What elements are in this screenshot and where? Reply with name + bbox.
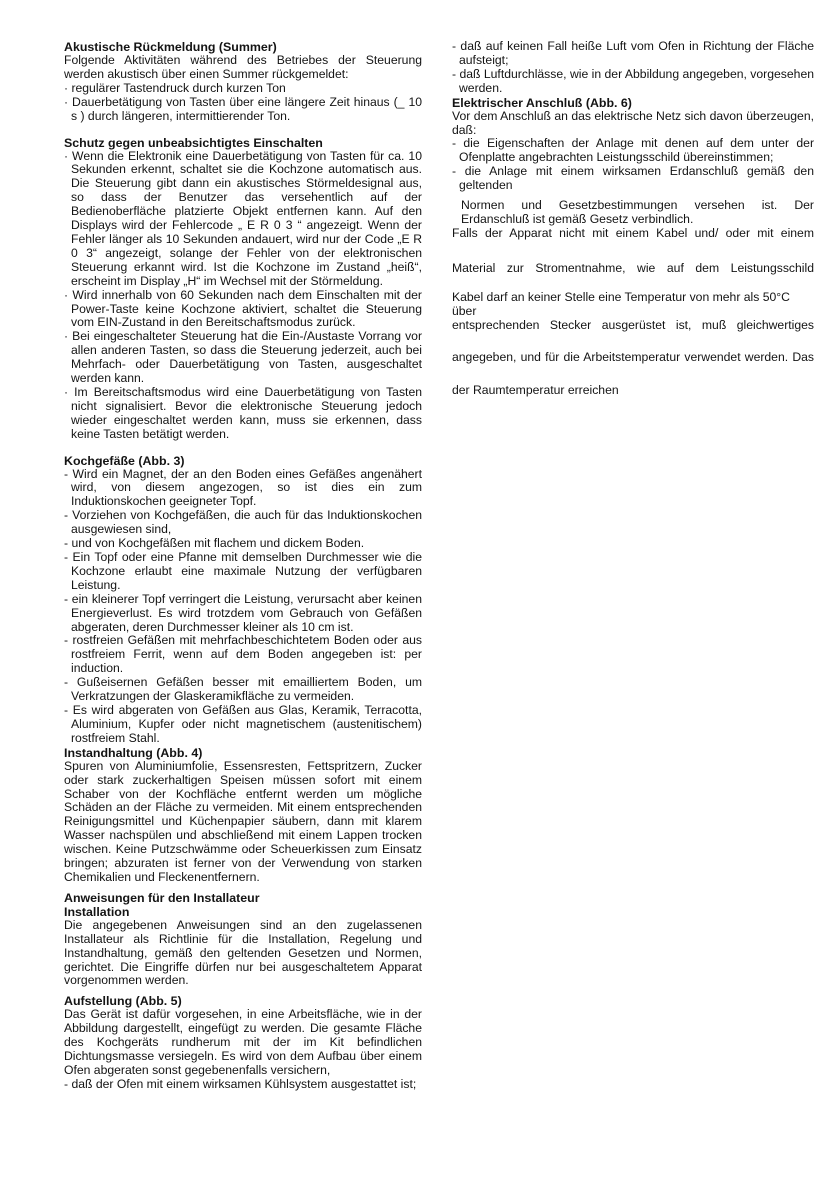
heading-installer-instructions: Anweisungen für den Installateur xyxy=(64,890,260,905)
list-item: - die Eigenschaften der Anlage mit denen auf dem unter der Ofenplatte angebrachten Leistungsschild übereinstimmen; xyxy=(452,136,814,165)
paragraph-electrical-intro: Vor dem Anschluß an das elektrische Netz sich davon überzeugen, daß: xyxy=(452,108,814,137)
list-item: - daß Luftdurchlässe, wie in der Abbildung angegeben, vorgesehen werden. xyxy=(452,66,814,95)
list-item: - Ein Topf oder eine Pfanne mit demselben Durchmesser wie die Kochzone erlaubt eine maximale Nutzung der verfügbaren Leistung. xyxy=(64,550,422,592)
list-item: · Dauerbetätigung von Tasten über eine längere Zeit hinaus (_ 10 s ) durch längeren, intermittierender Ton. xyxy=(64,94,422,123)
list-item: - Gußeisernen Gefäßen besser mit emailliertem Boden, um Verkratzungen der Glaskeramikfläche zu vermeiden. xyxy=(64,675,422,704)
list-item: - daß der Ofen mit einem wirksamen Kühlsystem ausgestattet ist; xyxy=(64,1076,417,1091)
heading-protection: Schutz gegen unbeabsichtigtes Einschalten xyxy=(64,135,323,150)
heading-maintenance: Instandhaltung (Abb. 4) xyxy=(64,745,203,760)
list-item: - daß auf keinen Fall heiße Luft vom Ofen in Richtung der Fläche aufsteigt; xyxy=(452,39,814,67)
paragraph-placement: Das Gerät ist dafür vorgesehen, in eine Arbeitsfläche, wie in der Abbildung dargestellt, eingefügt zu werden. Die gesamte Fläche des Kochgeräts rundherum mit der im Kit befindlichen Dichtungsmasse versiegeln. Es wird von dem Aufbau über einem Ofen abgeraten sonst gegebenenfalls versichern, xyxy=(64,1007,422,1077)
list-item: - rostfreien Gefäßen mit mehrfachbeschichtetem Boden oder aus rostfreiem Ferrit, wenn auf dem Boden angegeben ist: per induction. xyxy=(64,633,422,676)
loose-line: Falls der Apparat nicht mit einem Kabel und/ oder mit einem xyxy=(452,225,814,240)
heading-acoustic-feedback: Akustische Rückmeldung (Summer) xyxy=(64,40,277,54)
list-item: - die Anlage mit einem wirksamen Erdanschluß gemäß den geltenden xyxy=(452,164,814,193)
loose-line: Kabel darf an keiner Stelle eine Temperatur von mehr als 50°C über xyxy=(452,289,790,318)
list-item: - ein kleinerer Topf verringert die Leistung, verursacht aber keinen Energieverlust. Es wird trotzdem vom Gebrauch von Gefäßen abgeraten, deren Durchmesser kleiner als 10 cm ist. xyxy=(64,591,422,634)
left-column xyxy=(64,40,422,1092)
right-column xyxy=(452,40,814,398)
list-item: · Im Bereitschaftsmodus wird eine Dauerbetätigung von Tasten nicht signalisiert. Bevor die elektronische Steuerung jedoch wieder eingeschaltet werden kann, muss sie erkennen, dass keine Tasten betätigt werden. xyxy=(64,384,422,441)
loose-line: der Raumtemperatur erreichen xyxy=(452,383,619,398)
paragraph-electrical-continued: Normen und Gesetzbestimmungen versehen ist. Der Erdanschluß ist gemäß Gesetz verbindlich. xyxy=(461,198,814,226)
list-item: - Wird ein Magnet, der an den Boden eines Gefäßes angenähert wird, von diesem angezogen, so ist dies ein zum Induktionskochen geeigneter Topf. xyxy=(64,466,422,509)
list-item: - Es wird abgeraten von Gefäßen aus Glas, Keramik, Terracotta, Aluminium, Kupfer oder nicht magnetischem (austenitischem) rostfreiem Stahl. xyxy=(64,702,422,745)
heading-electrical-connection: Elektrischer Anschluß (Abb. 6) xyxy=(452,95,632,110)
list-item: · Wenn die Elektronik eine Dauerbetätigung von Tasten für ca. 10 Sekunden erkennt, schaltet sie die Kochzone automatisch aus. Die Steuerung gibt dann ein akustisches Störmeldesignal aus, so dass der Benutzer das versehentlich auf der Bedienoberfläche platzierte Objekt entfernen kann. Auf den Displays wird der Fehlercode „ E R 0 3 “ angezeigt. Wenn der Fehler länger als 10 Sekunden andauert, wird nur der Code „E R 0 3“ angezeigt, solange der Fehler von der elektronischen Steuerung erkannt wird. Ist die Kochzone im Zustand „heiß“, erscheint im Display „H“ im Wechsel mit der Störmeldung. xyxy=(64,148,422,288)
list-item: - Vorziehen von Kochgefäßen, die auch für das Induktionskochen ausgewiesen sind, xyxy=(64,508,422,537)
heading-placement: Aufstellung (Abb. 5) xyxy=(64,994,182,1009)
list-item: - und von Kochgefäßen mit flachem und dickem Boden. xyxy=(64,536,365,551)
list-item: · Bei eingeschalteter Steuerung hat die Ein-/Austaste Vorrang vor allen anderen Tasten, so dass die Steuerung jederzeit, auch bei Mehrfach- oder Dauerbetätigung von Tasten, ausgeschaltet werden kann. xyxy=(64,329,422,386)
list-item: · Wird innerhalb von 60 Sekunden nach dem Einschalten mit der Power-Taste keine Kochzone aktiviert, schaltet die Steuerung vom EIN-Zustand in den Bereitschaftsmodus zurück. xyxy=(64,287,422,330)
loose-line: angegeben, und für die Arbeitstemperatur verwendet werden. Das xyxy=(452,350,814,365)
paragraph-installation: Die angegebenen Anweisungen sind an den zugelassenen Installateur als Richtlinie für die Installation, Regelung und Instandhaltung, gemäß den geltenden Gesetzen und Normen, gerichtet. Die Eingriffe dürfen nur bei ausgeschaltetem Apparat vorgenommen werden. xyxy=(64,917,422,988)
paragraph-acoustic-intro: Folgende Aktivitäten während des Betriebes der Steuerung werden akustisch über einen Summer rückgemeldet: xyxy=(64,53,422,81)
loose-line: entsprechenden Stecker ausgerüstet ist, muß gleichwertiges xyxy=(452,317,814,332)
paragraph-maintenance: Spuren von Aluminiumfolie, Essensresten, Fettspritzern, Zucker oder stark zuckerhaltigen Speisen müssen sofort mit einem Schaber von der Kochfläche entfernt werden um mögliche Schäden an der Fläche zu vermeiden. Mit einem entsprechenden Reinigungsmittel und Küchenpapier säubern, dann mit klarem Wasser nachspülen und abschließend mit einem Lappen trocken wischen. Keine Putzschwämme oder Scheuerkissen zum Einsatz bringen; abzuraten ist ferner von der Verwendung von starken Chemikalien und Fleckenentfernern. xyxy=(64,758,422,884)
heading-installation: Installation xyxy=(64,904,130,919)
heading-cookware: Kochgefäße (Abb. 3) xyxy=(64,453,185,468)
loose-line: Material zur Stromentnahme, wie auf dem Leistungsschild xyxy=(452,260,814,275)
list-item: · regulärer Tastendruck durch kurzen Ton xyxy=(64,80,286,95)
